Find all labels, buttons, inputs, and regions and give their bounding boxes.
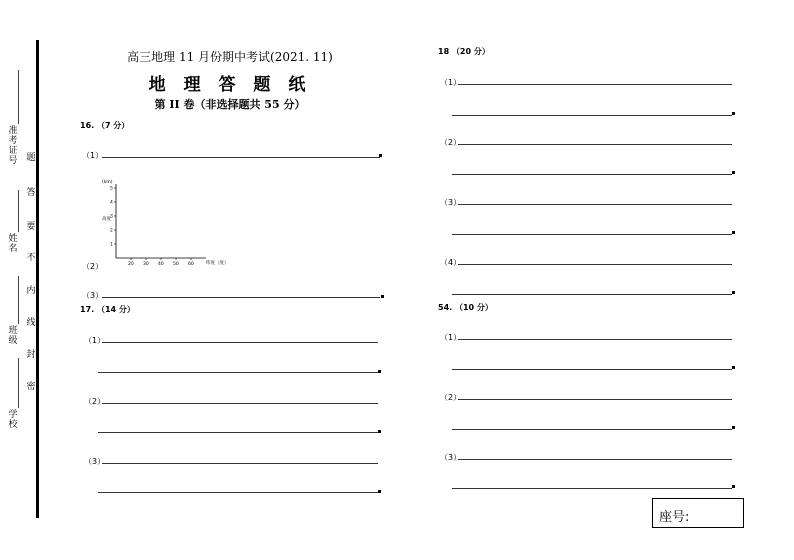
- q54-part1-answer-line-2[interactable]: [452, 369, 732, 370]
- q16-part1-label: （1）: [82, 151, 104, 160]
- period-mark: [381, 295, 384, 298]
- y-tick-label: 5: [110, 186, 113, 192]
- x-axis-label: 纬度（度）: [206, 261, 229, 266]
- q16-chart: [98, 174, 238, 268]
- q18-part2-answer-line[interactable]: [458, 144, 732, 145]
- q17-part3-answer-line[interactable]: [102, 463, 378, 464]
- class-label: 班级: [8, 326, 18, 346]
- q17-part2-label: （2）: [84, 397, 106, 406]
- period-mark: [732, 426, 735, 429]
- q18-part1-answer-line[interactable]: [458, 84, 732, 85]
- question-18-heading: 18 （20 分）: [438, 47, 490, 56]
- period-mark: [732, 112, 735, 115]
- class-line: [18, 276, 19, 324]
- seal-char: 线: [26, 318, 36, 328]
- period-mark: [378, 370, 381, 373]
- q18-part2-label: （2）: [440, 138, 462, 147]
- q18-part4-answer-line[interactable]: [458, 264, 732, 265]
- x-tick-label: 60: [188, 262, 194, 267]
- period-mark: [732, 366, 735, 369]
- q54-part2-label: （2）: [440, 393, 462, 402]
- q18-part2-answer-line-2[interactable]: [452, 174, 732, 175]
- seal-char: 密: [26, 382, 36, 392]
- x-tick-label: 40: [158, 262, 164, 267]
- period-mark: [379, 154, 382, 157]
- section-title: 第 II 卷（非选择题共 55 分）: [154, 98, 306, 111]
- sheet-title: 地 理 答 题 纸: [148, 75, 312, 95]
- q17-part1-answer-line[interactable]: [102, 342, 378, 343]
- seal-char: 答: [26, 188, 36, 198]
- binding-line: [36, 40, 39, 518]
- q16-part1-answer-line[interactable]: [102, 157, 380, 158]
- q17-part1-label: （1）: [84, 336, 106, 345]
- seal-char: 不: [26, 253, 36, 263]
- question-16-heading: 16. （7 分）: [80, 121, 130, 130]
- period-mark: [732, 171, 735, 174]
- seal-char: 封: [26, 350, 36, 360]
- name-label: 姓名: [8, 234, 18, 254]
- q18-part3-answer-line[interactable]: [458, 204, 732, 205]
- q17-part1-answer-line-2[interactable]: [98, 372, 378, 373]
- q54-part2-answer-line[interactable]: [458, 399, 732, 400]
- x-tick-label: 50: [173, 262, 179, 267]
- seat-number-box[interactable]: [652, 498, 744, 528]
- q17-part2-answer-line[interactable]: [102, 403, 378, 404]
- y-unit-label: (km): [102, 180, 113, 185]
- q17-part3-label: （3）: [84, 457, 106, 466]
- question-17-heading: 17. （14 分）: [80, 305, 135, 314]
- q54-part3-label: （3）: [440, 453, 462, 462]
- q18-part3-label: （3）: [440, 198, 462, 207]
- question-54-heading: 54. （10 分）: [438, 303, 493, 312]
- exam-title: 高三地理 11 月份期中考试(2021. 11): [127, 50, 333, 64]
- period-mark: [732, 291, 735, 294]
- q54-part1-label: （1）: [440, 333, 462, 342]
- y-axis-label: 高度: [102, 217, 111, 222]
- x-tick-label: 30: [143, 262, 149, 267]
- q18-part1-answer-line-2[interactable]: [452, 115, 732, 116]
- y-tick-label: 2: [110, 228, 113, 234]
- seal-char: 题: [26, 153, 36, 163]
- y-tick-label: 4: [110, 200, 113, 206]
- x-tick-label: 20: [128, 262, 134, 267]
- y-tick-label: 3: [110, 214, 113, 220]
- q16-part3-answer-line[interactable]: [102, 297, 380, 298]
- seal-char: 内: [26, 286, 36, 296]
- name-line: [18, 190, 19, 232]
- q54-part3-answer-line[interactable]: [458, 459, 732, 460]
- period-mark: [732, 231, 735, 234]
- q18-part4-answer-line-2[interactable]: [452, 294, 732, 295]
- q18-part1-label: （1）: [440, 78, 462, 87]
- q17-part3-answer-line-2[interactable]: [98, 492, 378, 493]
- q17-part2-answer-line-2[interactable]: [98, 432, 378, 433]
- period-mark: [732, 485, 735, 488]
- seal-char: 要: [26, 222, 36, 232]
- q16-part2-label: （2）: [82, 262, 104, 271]
- exam-number-label: 准考证号: [8, 126, 18, 166]
- q54-part3-answer-line-2[interactable]: [452, 488, 732, 489]
- school-label: 学校: [8, 410, 18, 430]
- seat-number-label: 座号:: [659, 510, 690, 525]
- y-tick-label: 1: [110, 242, 113, 248]
- q18-part4-label: （4）: [440, 258, 462, 267]
- q54-part1-answer-line[interactable]: [458, 339, 732, 340]
- q16-part3-label: （3）: [82, 291, 104, 300]
- period-mark: [378, 490, 381, 493]
- q18-part3-answer-line-2[interactable]: [452, 234, 732, 235]
- school-line: [18, 358, 19, 408]
- q54-part2-answer-line-2[interactable]: [452, 429, 732, 430]
- exam-number-line: [18, 70, 19, 124]
- period-mark: [378, 430, 381, 433]
